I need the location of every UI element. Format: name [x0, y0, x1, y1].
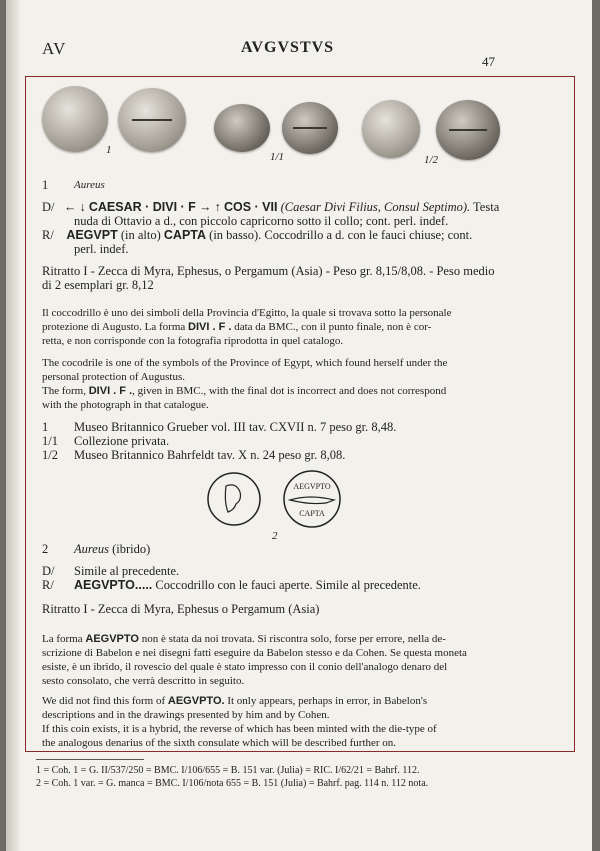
- english-note-line-4: with the photograph in that catalogue.: [42, 399, 209, 411]
- coin-1-2-obverse: [362, 100, 420, 158]
- entry-1-reverse-line-2: perl. indef.: [74, 242, 129, 256]
- entry-2-italian-line-1: [42, 632, 446, 646]
- coin-1-1-obverse: [214, 104, 270, 152]
- entry-2-english-line-4: the analogous denarius of the sixth consulate which will be described further on.: [42, 737, 397, 749]
- reference-1-1-number: 1/1: [42, 434, 58, 448]
- plate-label-1: 1: [106, 144, 112, 156]
- obverse-prefix: D/: [42, 200, 55, 214]
- reference-1-number: 1: [42, 420, 49, 434]
- running-title: AVGVSTVS: [241, 39, 335, 56]
- entry-2-number: 2: [42, 542, 49, 556]
- entry-2-reverse-legend: AEGVPTO.....: [74, 578, 153, 592]
- entry-2-obverse-prefix: D/: [42, 564, 55, 578]
- italian-note-2c: data da BMC., con il punto finale, non è cor-: [234, 321, 432, 333]
- reference-1-text: Museo Britannico Grueber vol. III tav. CXVII n. 7 peso gr. 8,48.: [74, 420, 397, 434]
- entry-2-english-1c: It only appears, perhaps in error, in Babelon's: [227, 695, 428, 707]
- entry-2-italian-line-2: scrizione di Babelon e nei disegni fatti eseguire da Babelon stesso e da Cohen. Se questa moneta: [42, 647, 467, 659]
- footnote-1: 1 = Coh. 1 = G. II/537/250 = BMC. I/106/655 = B. 151 var. (Julia) = RIC. I/62/21 = Bahrf. 112.: [36, 765, 420, 776]
- english-note-3b: DIVI . F .: [88, 385, 133, 397]
- reverse-prefix: R/: [42, 228, 54, 242]
- plate-label-1-2: 1/2: [424, 154, 439, 166]
- metal-symbol: AV: [42, 39, 67, 58]
- entry-1-metal: Aureus: [74, 179, 105, 191]
- coin-2-reverse-legend-bottom: CAPTA: [299, 509, 325, 518]
- entry-2-reverse-line: [74, 578, 421, 592]
- english-note-3c: , given in BMC., with the final dot is incorrect and does not correspond: [132, 385, 447, 397]
- reference-1-1-text: Collezione privata.: [74, 434, 170, 448]
- entry-2-reverse-prefix: R/: [42, 578, 54, 592]
- entry-2-italian-1c: non è stata da noi trovata. Si riscontra solo, forse per errore, nella de-: [141, 633, 446, 645]
- entry-2-ritratto: Ritratto I - Zecca di Myra, Ephesus o Pergamum (Asia): [42, 602, 320, 616]
- reverse-note-b: (in basso). Coccodrillo a d. con le fauci chiuse; cont.: [209, 228, 473, 242]
- entry-2-italian-1b: AEGVPTO: [85, 633, 139, 645]
- entry-2-obverse-text: Simile al precedente.: [74, 564, 180, 578]
- entry-1-obverse-line-2: nuda di Ottavio a d., con piccolo capricorno sotto il collo; cont. perl. indef.: [74, 214, 449, 228]
- italian-note-line-2: [42, 320, 431, 334]
- italian-note-2b: DIVI . F .: [188, 321, 232, 333]
- obverse-expansion: (Caesar Divi Filius, Consul Septimo).: [280, 200, 471, 214]
- reverse-note-a: (in alto): [120, 228, 161, 242]
- reverse-legend-b: CAPTA: [163, 228, 207, 242]
- plate-label-2: 2: [272, 530, 278, 542]
- italian-note-line-1: Il coccodrillo è uno dei simboli della Provincia d'Egitto, la quale si trovava sotto la personale: [42, 307, 452, 319]
- english-note-line-2: personal protection of Augustus.: [42, 371, 185, 383]
- entry-2-english-line-3: If this coin exists, it is a hybrid, the reverse of which has been minted with the die-type of: [42, 723, 437, 735]
- footnote-2: 2 = Coh. 1 var. = G. manca = BMC. I/106/nota 655 = B. 151 (Julia) = Bahrf. pag. 114 n. 112 nota.: [36, 778, 429, 789]
- entry-2-reverse-text: Coccodrillo con le fauci aperte. Simile al precedente.: [155, 578, 421, 592]
- obverse-legend-b: COS · VII: [223, 200, 278, 214]
- coin-1-obverse: [42, 86, 108, 152]
- coin-2-reverse-legend-top: AEGVPTO: [293, 482, 331, 491]
- italian-note-line-3: retta, e non corrisponde con la fotografia riprodotta in quel catalogo.: [42, 335, 344, 347]
- page-spine: [6, 0, 20, 851]
- italian-note-2a: protezione di Augusto. La forma: [42, 321, 186, 333]
- entry-1-ritratto-1: Ritratto I - Zecca di Myra, Ephesus, o Pergamum (Asia) - Peso gr. 8,15/8,08. - Peso medio: [42, 264, 495, 278]
- english-note-line-1: The cocodrile is one of the symbols of the Province of Egypt, which found herself under the: [42, 357, 448, 369]
- entry-1-number: 1: [42, 178, 49, 192]
- coin-1-2-reverse: [436, 100, 500, 160]
- entry-1-obverse-line-1: D/ ← ↓ CAESAR · DIVI · F → ↑ COS · VII (Caesar Divi Filius, Consul Septimo). Testa: [42, 200, 500, 214]
- entry-2-metal-note: (ibrido): [112, 542, 151, 556]
- entry-2-english-1a: We did not find this form of: [42, 695, 166, 707]
- reference-1-2-number: 1/2: [42, 448, 58, 462]
- coin-1-reverse: [118, 88, 186, 152]
- entry-1-ritratto-2: di 2 esemplari gr. 8,12: [42, 278, 154, 292]
- obverse-desc-a: Testa: [473, 200, 500, 214]
- english-note-3a: The form,: [42, 385, 86, 397]
- obverse-legend-a: CAESAR · DIVI · F: [88, 200, 196, 214]
- plate-label-1-1: 1/1: [270, 151, 285, 163]
- entry-1-reverse-line-1: [42, 228, 472, 242]
- reference-1-2-text: Museo Britannico Bahrfeldt tav. X n. 24 peso gr. 8,08.: [74, 448, 346, 462]
- coin-2-obverse-drawing: [208, 473, 260, 525]
- entry-2-metal-name: Aureus: [74, 542, 109, 556]
- footnote-separator: [36, 759, 144, 760]
- entry-2-italian-line-4: sesto consolato, che verrà descritto in seguito.: [42, 675, 245, 687]
- reverse-legend-a: AEGVPT: [66, 228, 118, 242]
- coin-1-1-reverse: [282, 102, 338, 154]
- book-page: [6, 0, 592, 851]
- entry-2-metal: [74, 542, 150, 556]
- entry-2-english-1b: AEGVPTO.: [167, 695, 225, 707]
- entry-2-english-line-1: [42, 694, 427, 708]
- entry-2-english-line-2: descriptions and in the drawings presented by him and by Cohen.: [42, 709, 330, 721]
- entry-2-italian-line-3: esiste, è un ibrido, il rovescio del quale è stato impresso con il conio dell'analogo denaro del: [42, 661, 448, 673]
- entry-2-italian-1a: La forma: [42, 633, 83, 645]
- english-note-line-3: [42, 384, 446, 398]
- coin-2-drawing: [202, 470, 352, 528]
- page-number: 47: [482, 54, 495, 69]
